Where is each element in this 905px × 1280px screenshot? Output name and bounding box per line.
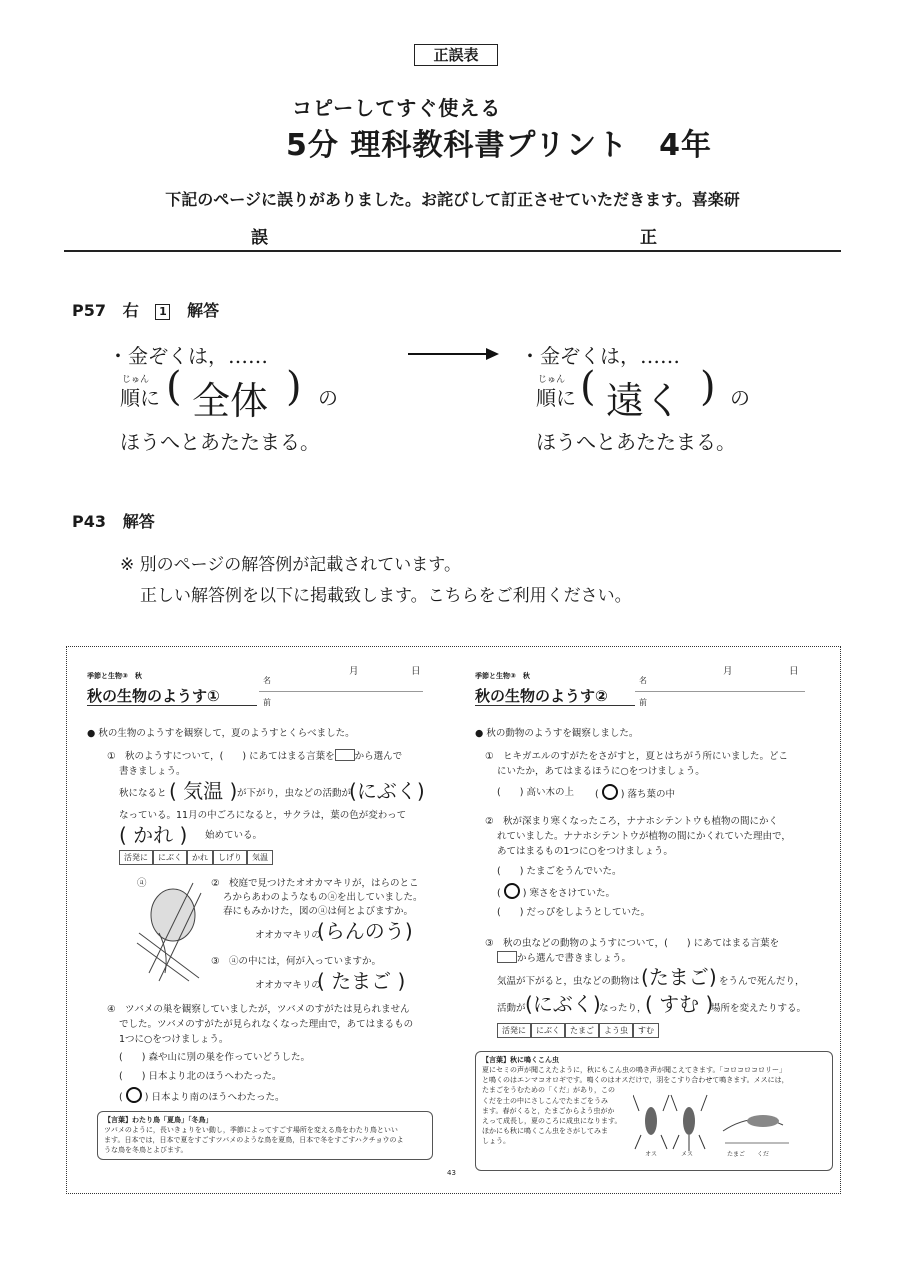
choice: にぶく (531, 1023, 565, 1038)
foot-line: うな鳥を冬鳥とよびます。 (104, 1146, 188, 1155)
rs5: 場所を変えたりする。 (711, 1003, 807, 1014)
rs3: 活動が (497, 1003, 526, 1014)
fig-egg: たまご (727, 1151, 746, 1158)
paren-close: ) (700, 364, 716, 410)
wrong-label: 誤 (251, 228, 268, 248)
note-line1: ※ 別のページの解答例が記載されています。 (120, 555, 461, 575)
blank-box (497, 951, 517, 963)
arrow-right-icon (408, 346, 500, 362)
wrong-line3: ほうへとあたたまる。 (120, 430, 320, 454)
left-mae-label: 前 (263, 698, 271, 707)
ropt-b-text: 落ち葉の中 (627, 789, 675, 800)
correct-ruby: じゅん (538, 375, 566, 385)
rs1: 気温が下がると，虫などの動物は (497, 976, 640, 987)
opt1: ( ) 森や山に別の巣を作っていどうした。 (119, 1052, 310, 1063)
correct-answer: 遠く (606, 379, 683, 423)
opt1-text: 森や山に別の巣を作っていどうした。 (148, 1052, 310, 1063)
apology-notice: 下記のページに誤りがありました。お詫びして訂正させていただきます。喜楽研 (165, 190, 740, 209)
left-series: 季節と生物③ 秋 (87, 672, 142, 680)
wrong-prefix: 順に (120, 386, 160, 410)
choice: にぶく (153, 850, 187, 865)
wrong-suffix: の (318, 386, 338, 410)
fig-tube: くだ (757, 1151, 770, 1158)
title-underline (87, 705, 257, 706)
ans-kare-text: かれ (133, 823, 174, 847)
foot-line: しょう。 (482, 1137, 510, 1146)
foot-line: たまごをうむための「くだ」があり，この (482, 1086, 615, 1095)
paren-open: ( (580, 364, 596, 410)
page-number: 43 (447, 1169, 456, 1177)
question-number-box: 1 (155, 304, 170, 320)
q1b: から選んで (354, 751, 403, 762)
worksheet-page (66, 646, 841, 1194)
choice: 気温 (247, 850, 273, 865)
q2c: 春にもみかけた，図のⓐは何とよびますか。 (223, 906, 414, 917)
page-title: 5分 理科教科書プリント 4年 (286, 128, 712, 163)
rans-nibuku-text: にぶく (532, 992, 593, 1016)
left-month: 月 (349, 666, 359, 677)
rq3b (497, 950, 631, 964)
circle-mark (602, 784, 618, 800)
opt2-text: 日本より北のほうへわたった。 (148, 1071, 282, 1082)
rq3a: ③ 秋の虫などの動物のようすについて，( ) にあてはまる言葉を (485, 938, 780, 949)
rs4: なったり， (599, 1003, 647, 1014)
mantis-egg-case-illustration (129, 873, 209, 983)
left-name-label: 名 (263, 676, 271, 685)
mantis-label: オオカマキリの (255, 930, 321, 941)
foot-line: ます。日本では，日本で夏をすごすツバメのような鳥を夏鳥，日本で冬をすごすハクチョウのよ (104, 1136, 404, 1145)
paren-open: ( (166, 364, 182, 410)
subtitle: コピーしてすぐ使える (292, 96, 502, 120)
ro1: ( ) たまごをうんでいた。 (497, 866, 622, 877)
section-page: P43 (72, 512, 106, 531)
ro3-text: だっぴをしようとしていた。 (526, 907, 650, 918)
right-day: 日 (789, 666, 799, 677)
rq1a: ① ヒキガエルのすがたをさがすと，夏とはちがう所にいました。どこ (485, 751, 789, 762)
q4b: でした。ツバメのすがたが見られなくなった理由で，あてはまるもの (119, 1019, 414, 1030)
q2a: ② 校庭で見つけたオオカマキリが，はらのとこ (211, 878, 419, 889)
divider (64, 250, 841, 252)
choice: たまご (565, 1023, 599, 1038)
s1b: が下がり，虫などの活動が (237, 788, 352, 799)
mantis-label: オオカマキリの (255, 980, 321, 991)
section-page: P57 (72, 301, 106, 320)
paren-close: ) (286, 364, 302, 410)
s1c: なっている。11月の中ごろになると，サクラは，葉の色が変わって (119, 810, 407, 821)
rq3b-text: から選んで書きましょう。 (517, 953, 632, 964)
fig-female: メス (681, 1151, 694, 1158)
opt3-text: 日本より南のほうへわたった。 (151, 1092, 285, 1103)
ans-tamago: ( たまご ) (317, 969, 406, 993)
ro2-text: 寒さをさけていた。 (529, 888, 615, 899)
right-title: 秋の生物のようす② (475, 687, 608, 705)
foot-line: ます。春がくると，たまごからよう虫がか (482, 1106, 615, 1115)
rq2c: あてはまるもの1つに○をつけましょう。 (497, 846, 673, 857)
left-title: 秋の生物のようす① (87, 687, 220, 705)
wrong-ruby: じゅん (122, 375, 150, 385)
left-intro-text: 秋の生物のようすを観察して，夏のようすとくらべました。 (98, 728, 355, 739)
rans-tamago: (たまご) (641, 965, 717, 989)
left-intro: ● 秋の生物のようすを観察して，夏のようすとくらべました。 (87, 728, 355, 739)
choice: かれ (187, 850, 213, 865)
title-underline (475, 705, 635, 706)
choice: よう虫 (599, 1023, 633, 1038)
rans-tamago-text: たまご (648, 965, 709, 989)
ans-rannou-text: らんのう (324, 919, 405, 943)
ropt-a-text: 高い木の上 (526, 787, 574, 798)
ans-nibuku-text: にぶく (356, 779, 417, 803)
blank-box (335, 749, 355, 761)
circle-mark (126, 1087, 142, 1103)
circle-mark (504, 883, 520, 899)
q3: ③ ⓐの中には，何が入っていますか。 (211, 956, 382, 967)
ropt-b: ( ) 落ち葉の中 (595, 784, 675, 800)
ans-kare: ( かれ ) (119, 823, 188, 847)
foot-line: ほかにも秋に鳴くこん虫をさがしてみま (482, 1126, 608, 1135)
fig-label: ⓐ (137, 878, 147, 889)
right-intro: ● 秋の動物のようすを観察しました。 (475, 728, 639, 739)
correct-line3: ほうへとあたたまる。 (536, 430, 736, 454)
rq1b: にいたか，あてはまるほうに○をつけましょう。 (497, 766, 705, 777)
foot-title: 【言葉】秋に鳴くこん虫 (482, 1056, 559, 1064)
right-name-label: 名 (639, 676, 647, 685)
left-q1 (107, 748, 402, 762)
left-footnote (97, 1111, 433, 1160)
correct-prefix: 順に (536, 386, 576, 410)
errata-badge: 正誤表 (414, 44, 498, 66)
rs2: をうんで死んだり， (719, 976, 805, 987)
right-mae-label: 前 (639, 698, 647, 707)
right-choice-box (497, 1023, 659, 1038)
choice: 活発に (119, 850, 153, 865)
cricket-illustration (633, 1091, 793, 1155)
foot-line: ツバメのように，長いきょりをい動し，季節によってすごす場所を変える鳥をわたり鳥といい (104, 1126, 398, 1135)
rq2a: ② 秋が深まり寒くなったころ，ナナホシテントウも植物の間にかく (485, 816, 779, 827)
rans-sumu-text: すむ (659, 992, 700, 1016)
opt3: ( ) 日本より南のほうへわたった。 (119, 1087, 285, 1103)
section-p57-heading (72, 298, 219, 321)
q4a: ④ ツバメの巣を観察していましたが，ツバメのすがたは見られません (107, 1004, 410, 1015)
s1a: 秋になると (119, 788, 167, 799)
name-line (259, 691, 423, 692)
name-line (635, 691, 805, 692)
ans-tamago-text: たまご (331, 969, 392, 993)
foot-line: えって成長し，夏のころに成虫になります。 (482, 1116, 622, 1125)
q4c: 1つに○をつけましょう。 (119, 1034, 229, 1045)
wrong-answer: 全体 (192, 379, 269, 423)
ans-kion-text: 気温 (183, 779, 224, 803)
section-side: 右 (122, 301, 139, 320)
ro1-text: たまごをうんでいた。 (526, 866, 622, 877)
right-series: 季節と生物③ 秋 (475, 672, 530, 680)
foot-line: と鳴くのはエンマコオロギです。鳴くのはオスだけで，羽をこすり合わせて鳴きます。メスには， (482, 1076, 789, 1085)
left-day: 日 (411, 666, 421, 677)
q1c: 書きましょう。 (119, 766, 186, 777)
section-kind: 解答 (122, 512, 155, 531)
right-intro-text: 秋の動物のようすを観察しました。 (486, 728, 639, 739)
choice: 活発に (497, 1023, 531, 1038)
q1a: ① 秋のようすについて，( ) にあてはまる言葉を (107, 751, 335, 762)
note-line2: 正しい解答例を以下に掲載致します。こちらをご利用ください。 (140, 586, 632, 606)
fig-male: オス (645, 1151, 657, 1158)
rans-sumu: ( すむ ) (645, 992, 714, 1016)
section-p43-heading (72, 509, 155, 532)
foot-line: くだを土の中にさしこんでたまごをうみ (482, 1096, 608, 1105)
rans-nibuku: (にぶく) (525, 992, 601, 1016)
ans-kion: ( 気温 ) (169, 779, 238, 803)
correct-suffix: の (730, 386, 750, 410)
s1d: 始めている。 (205, 830, 263, 841)
ans-rannou: (らんのう) (317, 919, 413, 943)
correct-line1: ・金ぞくは，…… (520, 344, 680, 368)
opt2: ( ) 日本より北のほうへわたった。 (119, 1071, 282, 1082)
right-month: 月 (723, 666, 733, 677)
foot-title: 【言葉】わたり鳥「夏鳥」「冬鳥」 (104, 1116, 213, 1124)
ro3: ( ) だっぴをしようとしていた。 (497, 907, 650, 918)
q2b: ろからあわのようなものⓐを出していました。 (223, 892, 423, 903)
choice: しげり (213, 850, 247, 865)
choice: すむ (633, 1023, 659, 1038)
wrong-line1: ・金ぞくは，…… (108, 344, 268, 368)
ro2: ( ) 寒さをさけていた。 (497, 883, 615, 899)
left-choice-box (119, 850, 273, 865)
section-kind: 解答 (187, 301, 220, 320)
ropt-a: ( ) 高い木の上 (497, 787, 574, 798)
rq2b: れていました。ナナホシテントウが植物の間にかくれていた理由で， (497, 831, 791, 842)
foot-line: 夏にセミの声が聞こえたように，秋にもこん虫の鳴き声が聞こえてきます。「コロコロコロリー」 (482, 1066, 786, 1075)
ans-nibuku: (にぶく) (349, 779, 425, 803)
correct-label: 正 (640, 228, 657, 248)
